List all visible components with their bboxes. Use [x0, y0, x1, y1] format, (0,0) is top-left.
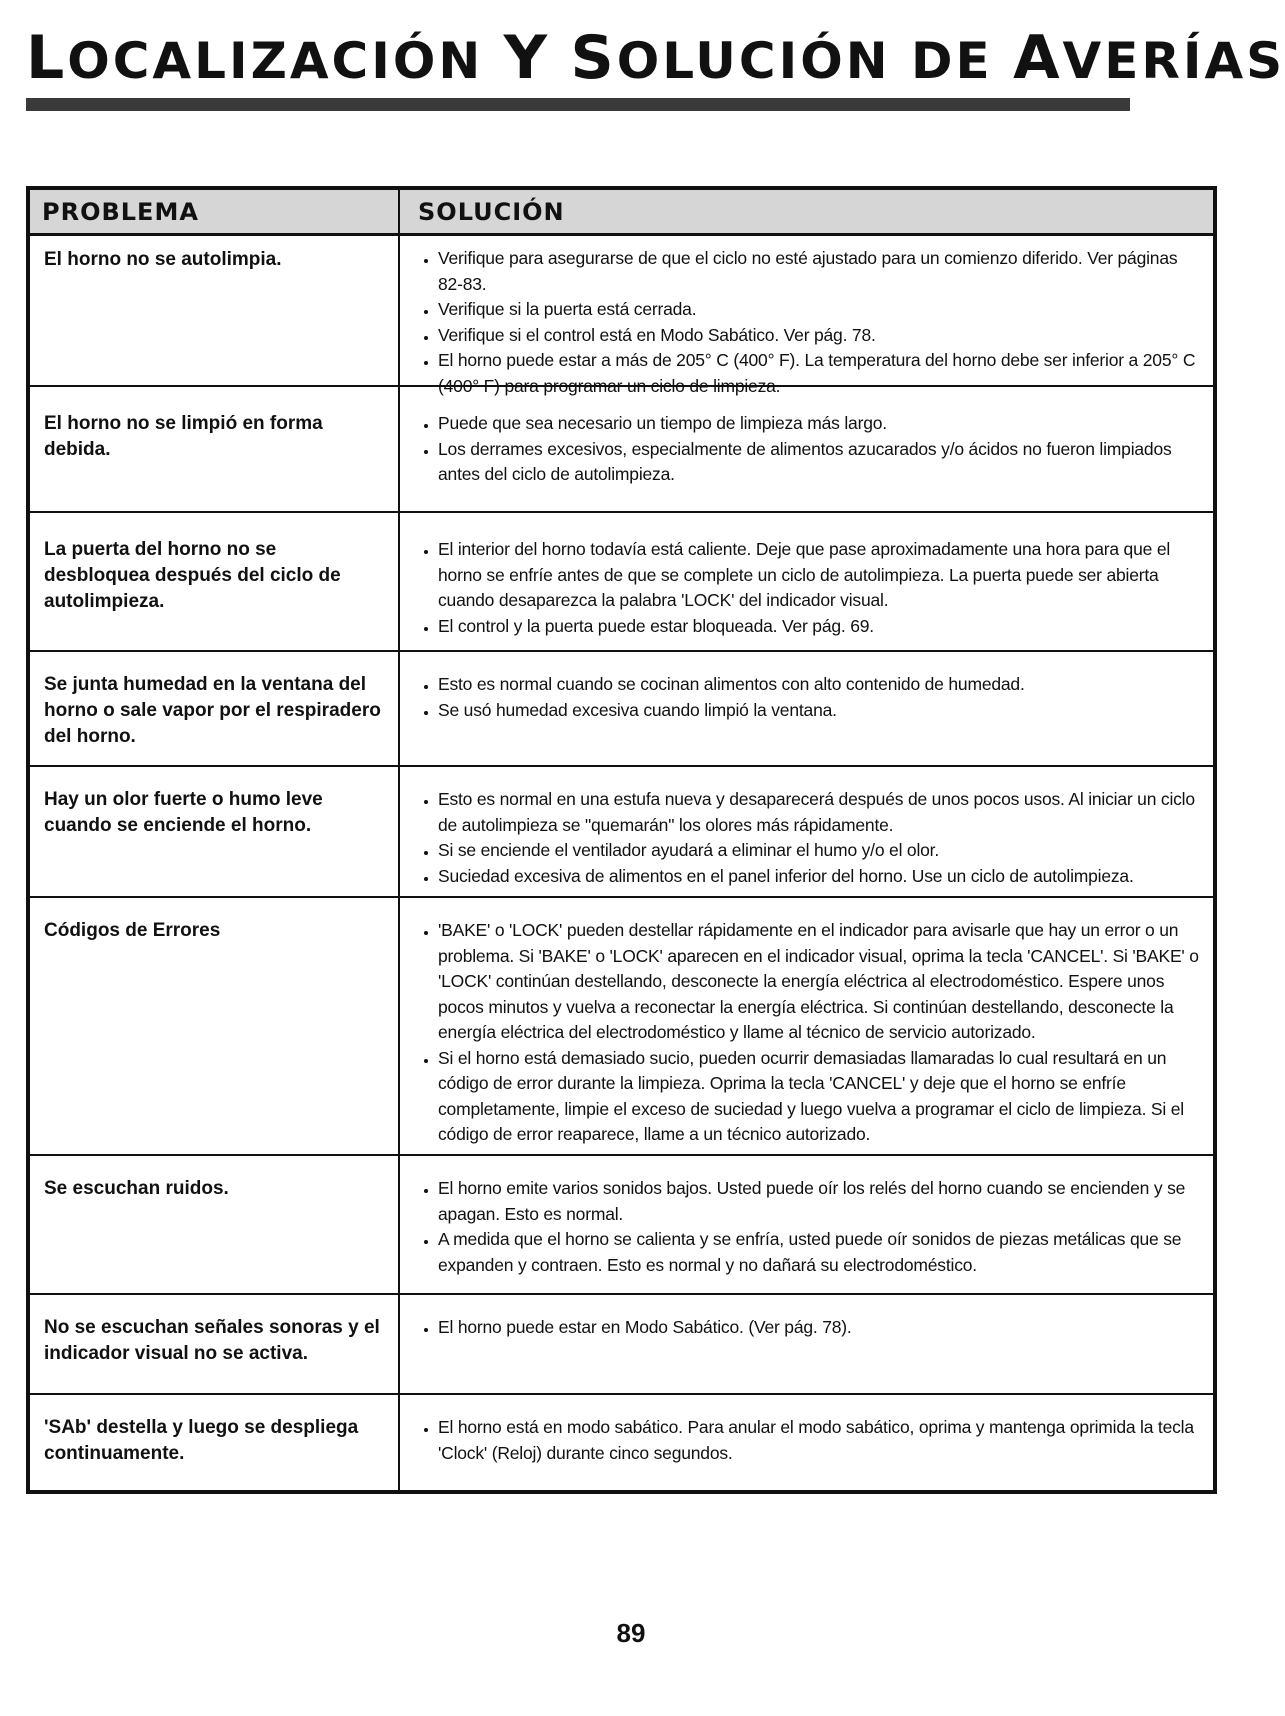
table-row: [30, 387, 1213, 513]
solution-item: • 'BAKE' o 'LOCK' pueden destellar rápidamente en el indicador para avisarle que hay un error o un problema. Si 'BAKE' o 'LOCK' aparecen en el indicador visual, oprima la tecla 'CANCEL'. Si 'BAKE' o 'LOCK' continúan destellando, desconecte la energía eléctrica al electrodoméstico. Espere unos pocos minutos y vuelva a reconectar la energía eléctrica. Si continúan destellando, desconecte la energía eléctrica del electrodoméstico y llame al técnico de servicio autorizado.: [438, 918, 1203, 1046]
solution-item: • El control y la puerta puede estar bloqueada. Ver pág. 69.: [438, 614, 1203, 640]
solution-cell: [400, 387, 1213, 511]
solution-item: • Verifique si el control está en Modo Sabático. Ver pág. 78.: [438, 323, 1203, 349]
solution-cell: [400, 513, 1213, 650]
solution-item: • El horno puede estar a más de 205° C (400° F). La temperatura del horno debe ser inferior a 205° C (400° F) para programar un ciclo de limpieza.: [438, 348, 1203, 399]
header-problem: PROBLEMA: [30, 190, 400, 233]
problem-cell: El horno no se autolimpia.: [30, 236, 400, 385]
title-initial: S: [570, 23, 617, 93]
solution-cell: [400, 1156, 1213, 1293]
problem-cell: Se escuchan ruidos.: [30, 1156, 400, 1293]
solution-item: • Verifique para asegurarse de que el ciclo no esté ajustado para un comienzo diferido. Ver páginas 82-83.: [438, 246, 1203, 297]
header-solution: SOLUCIÓN: [418, 197, 565, 226]
solution-item: • Si el horno está demasiado sucio, pueden ocurrir demasiadas llamaradas lo cual resultará en un código de error durante la limpieza. Oprima la tecla 'CANCEL' y deje que el horno se enfríe completamente, limpie el exceso de suciedad y luego vuelva a programar el ciclo de limpieza. Si el código de error reaparece, llame a un técnico autorizado.: [438, 1046, 1203, 1148]
page-title: [26, 23, 1285, 93]
solution-item: • Los derrames excesivos, especialmente de alimentos azucarados y/o ácidos no fueron limpiados antes del ciclo de autolimpieza.: [438, 437, 1203, 488]
problem-cell: La puerta del horno no se desbloquea después del ciclo de autolimpieza.: [30, 513, 400, 650]
title-initial: L: [26, 23, 68, 93]
table-row: [30, 652, 1213, 767]
solution-item: • Esto es normal cuando se cocinan alimentos con alto contenido de humedad.: [438, 672, 1203, 698]
title-initial: A: [1013, 23, 1063, 93]
solution-item: • Si se enciende el ventilador ayudará a eliminar el humo y/o el olor.: [438, 838, 1203, 864]
table-header: [30, 190, 1213, 236]
troubleshooting-table: [26, 186, 1217, 1494]
table-row: [30, 898, 1213, 1156]
page-number: 89: [616, 1618, 646, 1648]
solution-item: • El horno emite varios sonidos bajos. Usted puede oír los relés del horno cuando se encienden y se apagan. Esto es normal.: [438, 1176, 1203, 1227]
solution-cell: [400, 767, 1213, 896]
solution-item: • El interior del horno todavía está caliente. Deje que pase aproximadamente una hora para que el horno se enfríe antes de que se complete un ciclo de autolimpieza. La puerta puede ser abierta cuando desaparezca la palabra 'LOCK' del indicador visual.: [438, 537, 1203, 614]
problem-cell: 'SAb' destella y luego se despliega continuamente.: [30, 1395, 400, 1490]
solution-item: • Puede que sea necesario un tiempo de limpieza más largo.: [438, 411, 1203, 437]
table-row: [30, 1156, 1213, 1295]
title-word: OLUCIÓN: [616, 32, 891, 90]
solution-item: • Esto es normal en una estufa nueva y desaparecerá después de unos pocos usos. Al iniciar un ciclo de autolimpieza se "quemarán" los olores más rápidamente.: [438, 787, 1203, 838]
problem-cell: Se junta humedad en la ventana del horno o sale vapor por el respiradero del horno.: [30, 652, 400, 765]
problem-cell: No se escuchan señales sonoras y el indicador visual no se activa.: [30, 1295, 400, 1393]
solution-cell: [400, 898, 1213, 1154]
solution-item: • Se usó humedad excesiva cuando limpió la ventana.: [438, 698, 1203, 724]
solution-item: • El horno está en modo sabático. Para anular el modo sabático, oprima y mantenga oprimida la tecla 'Clock' (Reloj) durante cinco segundos.: [438, 1415, 1203, 1466]
solution-item: • Verifique si la puerta está cerrada.: [438, 297, 1203, 323]
table-row: [30, 1295, 1213, 1395]
problem-cell: El horno no se limpió en forma debida.: [30, 387, 400, 511]
title-word: OCALIZACIÓN: [67, 32, 484, 90]
solution-item: • A medida que el horno se calienta y se enfría, usted puede oír sonidos de piezas metálicas que se expanden y contraen. Esto es normal y no dañará su electrodoméstico.: [438, 1227, 1203, 1278]
table-row: [30, 1395, 1213, 1490]
title-word: DE: [910, 32, 993, 90]
solution-cell: [400, 1395, 1213, 1490]
solution-item: • El horno puede estar en Modo Sabático. (Ver pág. 78).: [438, 1315, 1203, 1341]
table-row: [30, 236, 1213, 396]
title-word: Y: [503, 23, 551, 93]
problem-cell: Códigos de Errores: [30, 898, 400, 1154]
title-underline: [26, 98, 1130, 111]
problem-cell: Hay un olor fuerte o humo leve cuando se enciende el horno.: [30, 767, 400, 896]
table-row: [30, 767, 1213, 898]
solution-item: • Suciedad excesiva de alimentos en el panel inferior del horno. Use un ciclo de autolimpieza.: [438, 864, 1203, 890]
table-row: [30, 513, 1213, 652]
solution-cell: [400, 652, 1213, 765]
title-word: VERÍAS: [1062, 32, 1285, 90]
solution-cell: [400, 236, 1213, 396]
solution-cell: [400, 1295, 1213, 1393]
